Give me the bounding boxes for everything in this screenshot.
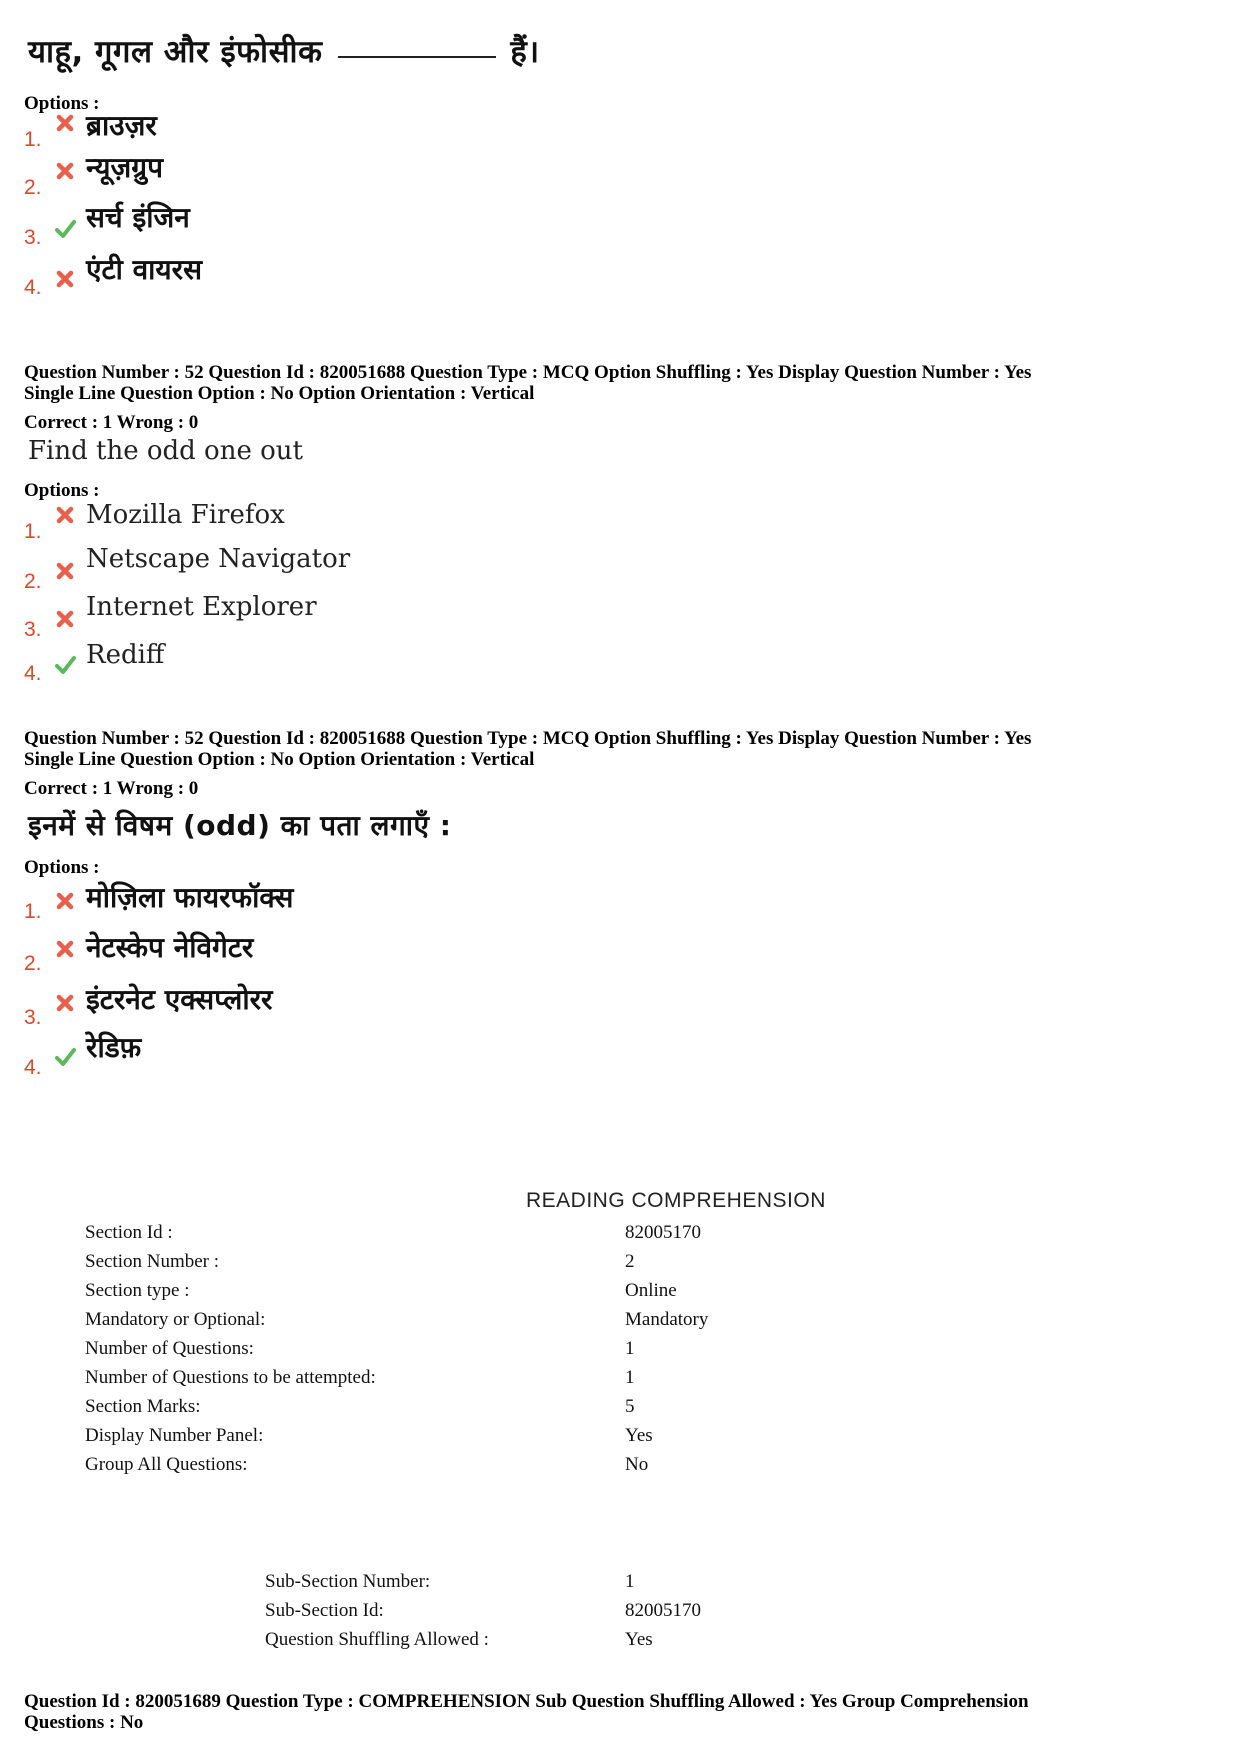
option-number: 1. — [24, 520, 42, 543]
q51-question — [28, 30, 540, 72]
option-text: इंटरनेट एक्सप्लोरर — [86, 983, 273, 1016]
section-info-row — [85, 1367, 785, 1393]
option-number: 4. — [24, 1056, 42, 1079]
q52-en-marks: Correct : 1 Wrong : 0 — [24, 412, 199, 433]
section-info-key: Number of Questions to be attempted: — [85, 1367, 376, 1388]
subsection-info-key: Sub-Section Number: — [265, 1571, 431, 1592]
option-row — [24, 151, 624, 200]
option-row — [24, 880, 724, 924]
section-info-key: Section type : — [85, 1280, 190, 1301]
option-text: एंटी वायरस — [86, 253, 203, 286]
option-number: 2. — [24, 176, 42, 199]
q51-question-suffix: हैं। — [510, 34, 540, 70]
option-text: Internet Explorer — [86, 592, 317, 622]
q51-question-prefix: याहू, गूगल और इंफोसीक — [28, 34, 323, 70]
option-text: मोज़िला फायरफॉक्स — [86, 881, 294, 914]
subsection-info-row — [265, 1600, 865, 1626]
cross-icon — [54, 890, 76, 912]
check-icon — [54, 654, 76, 676]
cross-icon — [54, 268, 76, 290]
option-row — [24, 544, 624, 594]
option-row — [24, 108, 624, 152]
subsection-info-row — [265, 1571, 865, 1597]
option-number: 2. — [24, 570, 42, 593]
option-text: Rediff — [86, 640, 165, 670]
option-row — [24, 201, 624, 250]
section-info-row — [85, 1280, 785, 1306]
cross-icon — [54, 160, 76, 182]
q52-en-meta — [24, 362, 1031, 404]
section-info-value: Yes — [625, 1425, 653, 1446]
option-number: 4. — [24, 662, 42, 685]
q52-hi-marks: Correct : 1 Wrong : 0 — [24, 778, 199, 799]
option-row — [24, 642, 624, 686]
section-info-row — [85, 1425, 785, 1451]
section-info-value: 2 — [625, 1251, 635, 1272]
q52-hi-options-label: Options : — [24, 857, 100, 878]
cross-icon — [54, 560, 76, 582]
section-info-row — [85, 1251, 785, 1277]
section-info-key: Group All Questions: — [85, 1454, 248, 1475]
option-row — [24, 500, 624, 544]
section-info-row — [85, 1396, 785, 1422]
q52-en-question: Find the odd one out — [28, 436, 303, 466]
subsection-info-value: Yes — [625, 1629, 653, 1650]
option-row — [24, 932, 724, 976]
option-row — [24, 1031, 724, 1080]
cross-icon — [54, 608, 76, 630]
option-text: रेडिफ़ — [86, 1031, 142, 1064]
option-row — [24, 983, 724, 1030]
option-number: 1. — [24, 900, 42, 923]
q51-options-label: Options : — [24, 93, 100, 114]
option-number: 3. — [24, 618, 42, 641]
section-info-value: 1 — [625, 1338, 635, 1359]
section-info-key: Section Number : — [85, 1251, 220, 1272]
subsection-info-value: 1 — [625, 1571, 635, 1592]
question-meta-line: Question Number : 52 Question Id : 820051688 Question Type : MCQ Option Shuffling : Yes Display Question Number : Yes — [24, 362, 1032, 383]
section-info-value: No — [625, 1454, 649, 1475]
section-info-value: 1 — [625, 1367, 635, 1388]
option-text: सर्च इंजिन — [86, 201, 190, 234]
section-info-key: Section Id : — [85, 1222, 173, 1243]
section-info-row — [85, 1338, 785, 1364]
section-info-row — [85, 1454, 785, 1480]
check-icon — [54, 1046, 76, 1068]
question-meta-line: Single Line Question Option : No Option Orientation : Vertical — [24, 749, 535, 770]
check-icon — [54, 218, 76, 240]
cross-icon — [54, 504, 76, 526]
option-number: 2. — [24, 952, 42, 975]
section-info-value: Mandatory — [625, 1309, 709, 1330]
subsection-info-row — [265, 1629, 865, 1655]
section-info-key: Section Marks: — [85, 1396, 201, 1417]
section-info-row — [85, 1222, 785, 1248]
q52-hi-meta — [24, 728, 1031, 770]
cross-icon — [54, 992, 76, 1014]
section-info-row — [85, 1309, 785, 1335]
option-text: Netscape Navigator — [86, 544, 351, 574]
q52-hi-question: इनमें से विषम (odd) का पता लगाएँ : — [28, 809, 452, 842]
cross-icon — [54, 112, 76, 134]
section-title: READING COMPREHENSION — [526, 1189, 826, 1212]
question-meta-line: Question Number : 52 Question Id : 820051688 Question Type : MCQ Option Shuffling : Yes Display Question Number : Yes — [24, 728, 1032, 749]
option-number: 1. — [24, 128, 42, 151]
subsection-info-key: Sub-Section Id: — [265, 1600, 384, 1621]
section-info-key: Mandatory or Optional: — [85, 1309, 266, 1330]
option-text: ब्राउज़र — [86, 109, 157, 142]
option-row — [24, 592, 624, 642]
option-number: 3. — [24, 226, 42, 249]
option-number: 4. — [24, 276, 42, 299]
answer-blank — [338, 56, 496, 58]
subsection-info-key: Question Shuffling Allowed : — [265, 1629, 489, 1650]
question-meta-line: Single Line Question Option : No Option Orientation : Vertical — [24, 383, 535, 404]
option-text: न्यूज़ग्रुप — [86, 151, 163, 184]
option-row — [24, 253, 624, 300]
section-info-key: Number of Questions: — [85, 1338, 254, 1359]
section-info-value: 82005170 — [625, 1222, 701, 1243]
option-text: नेटस्केप नेविगेटर — [86, 931, 254, 964]
comprehension-meta-line: Question Id : 820051689 Question Type : COMPREHENSION Sub Question Shuffling Allowed : Yes Group Comprehension — [24, 1691, 1029, 1712]
section-info-key: Display Number Panel: — [85, 1425, 264, 1446]
comprehension-meta — [24, 1691, 1029, 1733]
cross-icon — [54, 938, 76, 960]
option-number: 3. — [24, 1006, 42, 1029]
subsection-info-value: 82005170 — [625, 1600, 701, 1621]
comprehension-meta-line: Questions : No — [24, 1712, 144, 1733]
q52-en-options-label: Options : — [24, 480, 100, 501]
section-info-value: 5 — [625, 1396, 635, 1417]
section-info-value: Online — [625, 1280, 677, 1301]
option-text: Mozilla Firefox — [86, 500, 285, 530]
